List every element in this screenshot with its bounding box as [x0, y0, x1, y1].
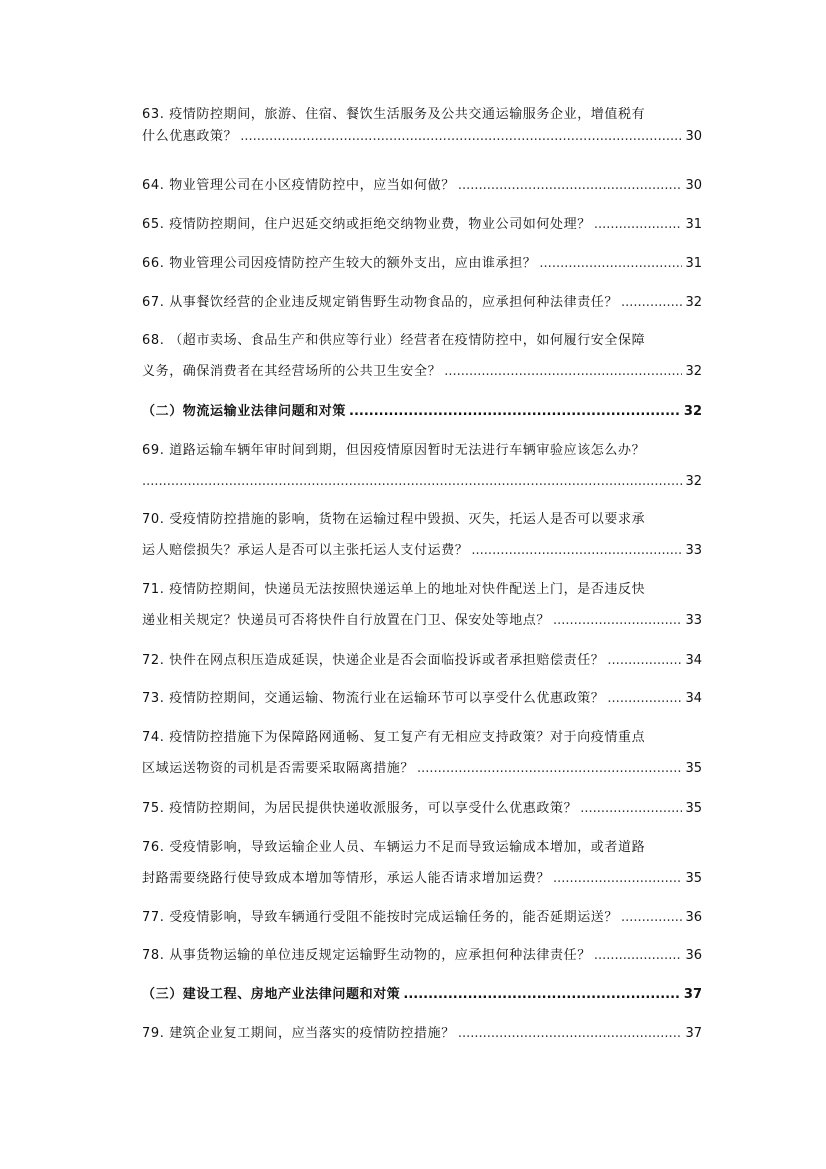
- dot-leader: [458, 175, 683, 197]
- toc-entry-leader-line: [142, 126, 702, 148]
- toc-entry-leader-line: [142, 361, 702, 383]
- toc-entry-leader-line: [142, 214, 702, 236]
- toc-entry-67[interactable]: [142, 292, 702, 314]
- toc-entry-leader-line: [142, 1023, 702, 1045]
- dot-leader: [417, 758, 682, 780]
- dot-leader: [539, 253, 682, 275]
- page-number: 32: [683, 404, 702, 419]
- page-number: 32: [685, 474, 702, 489]
- toc-entry-65[interactable]: [142, 214, 702, 236]
- page-number: 30: [685, 129, 702, 144]
- dot-leader: [240, 126, 682, 148]
- page-number: 37: [685, 1026, 702, 1041]
- toc-entry-leader-line: [142, 175, 702, 197]
- toc-section-title: （二）物流运输业法律问题和对策: [142, 404, 347, 419]
- toc-entry-leader-line: [142, 471, 702, 493]
- toc-entry-75[interactable]: [142, 798, 702, 820]
- toc-entry-text: 义务，确保消费者在其经营场所的公共卫生安全？: [142, 364, 442, 379]
- toc-entry-79[interactable]: [142, 1023, 702, 1045]
- page-number: 31: [685, 217, 702, 232]
- toc-entry-text: 78. 从事货物运输的单位违反规定运输野生动物的，应承担何种法律责任？: [142, 948, 591, 963]
- toc-entry-text: 递业相关规定？快递员可否将快件自行放置在门卫、保安处等地点？: [142, 613, 551, 628]
- toc-entry-text: 70. 受疫情防控措施的影响，货物在运输过程中毁损、灭失，托运人是否可以要求承: [142, 512, 646, 527]
- toc-entry-69[interactable]: [142, 440, 702, 493]
- dot-leader: [580, 798, 682, 820]
- page-number: 34: [685, 653, 702, 668]
- toc-entry-text: 74. 疫情防控措施下为保障路网通畅、复工复产有无相应支持政策？对于向疫情重点: [142, 730, 646, 745]
- toc-entry-71[interactable]: [142, 579, 702, 632]
- toc-entry-text: 77. 受疫情影响，导致车辆通行受阻不能按时完成运输任务的，能否延期运送？: [142, 910, 619, 925]
- page-number: 31: [685, 256, 702, 271]
- page-number: 32: [685, 295, 702, 310]
- toc-entry-text: 72. 快件在网点积压造成延误，快递企业是否会面临投诉或者承担赔偿责任？: [142, 653, 605, 668]
- toc-entry-76[interactable]: [142, 837, 702, 890]
- toc-entry-73[interactable]: [142, 688, 702, 710]
- page-number: 30: [685, 178, 702, 193]
- dot-leader: [621, 292, 682, 314]
- toc-entry-leader-line: [142, 610, 702, 632]
- toc-entry-text: 65. 疫情防控期间，住户迟延交纳或拒绝交纳物业费，物业公司如何处理？: [142, 217, 591, 232]
- page-number: 35: [685, 801, 702, 816]
- toc-entry-72[interactable]: [142, 650, 702, 672]
- toc-entry-77[interactable]: [142, 907, 702, 929]
- page-number: 36: [685, 910, 702, 925]
- toc-entry-leader-line: [142, 650, 702, 672]
- dot-leader: [594, 214, 683, 236]
- dot-leader: [607, 650, 682, 672]
- page-number: 33: [685, 543, 702, 558]
- toc-entry-text: 63. 疫情防控期间，旅游、住宿、餐饮生活服务及公共交通运输服务企业，增值税有: [142, 107, 646, 122]
- toc-entry-text: 运人赔偿损失？承运人是否可以主张托运人支付运费？: [142, 543, 469, 558]
- dot-leader: [553, 610, 682, 632]
- toc-entry-64[interactable]: [142, 175, 702, 197]
- toc-entry-66[interactable]: [142, 253, 702, 275]
- dot-leader: [471, 540, 682, 562]
- toc-entry-text: 66. 物业管理公司因疫情防控产生较大的额外支出，应由谁承担？: [142, 256, 537, 271]
- page-number: 35: [685, 761, 702, 776]
- toc-entry-text: 71. 疫情防控期间，快递员无法按照快递运单上的地址对快件配送上门，是否违反快: [142, 582, 646, 597]
- dot-leader: [594, 945, 683, 967]
- toc-entry-text: 64. 物业管理公司在小区疫情防控中，应当如何做？: [142, 178, 455, 193]
- dot-leader: [349, 401, 681, 423]
- toc-entry-leader-line: [142, 688, 702, 710]
- toc-entry-leader-line: [142, 540, 702, 562]
- toc-entry-text: 76. 受疫情影响，导致运输企业人员、车辆运力不足而导致运输成本增加，或者道路: [142, 840, 646, 855]
- toc-entry-text: 什么优惠政策？: [142, 129, 238, 144]
- dot-leader: [444, 361, 682, 383]
- toc-entry-leader-line: [142, 868, 702, 890]
- toc-entry-text: 封路需要绕路行使导致成本增加等情形，承运人能否请求增加运费？: [142, 871, 551, 886]
- toc-entry-leader-line: [142, 758, 702, 780]
- toc-section-construction[interactable]: [142, 984, 702, 1006]
- toc-section-logistics[interactable]: [142, 401, 702, 423]
- toc-entry-68[interactable]: [142, 330, 702, 383]
- toc-entry-text: 67. 从事餐饮经营的企业违反规定销售野生动物食品的，应承担何种法律责任？: [142, 295, 619, 310]
- toc-entry-leader-line: [142, 945, 702, 967]
- toc-entry-text: 69. 道路运输车辆年审时间到期，但因疫情原因暂时无法进行车辆审验应该怎么办？: [142, 443, 646, 458]
- dot-leader: [607, 688, 682, 710]
- toc-section-leader-line: [142, 401, 702, 423]
- page-number: 35: [685, 871, 702, 886]
- toc-entry-text: 75. 疫情防控期间，为居民提供快递收派服务，可以享受什么优惠政策？: [142, 801, 578, 816]
- toc-section-title: （三）建设工程、房地产业法律问题和对策: [142, 987, 401, 1002]
- dot-leader: [403, 984, 681, 1006]
- page-number: 34: [685, 691, 702, 706]
- toc-entry-leader-line: [142, 798, 702, 820]
- toc-entry-63[interactable]: [142, 104, 702, 148]
- toc-entry-70[interactable]: [142, 509, 702, 562]
- dot-leader: [142, 471, 682, 493]
- page-number: 32: [685, 364, 702, 379]
- toc-entry-text: 79. 建筑企业复工期间，应当落实的疫情防控措施？: [142, 1026, 455, 1041]
- dot-leader: [621, 907, 682, 929]
- toc-entry-74[interactable]: [142, 727, 702, 780]
- toc-entry-78[interactable]: [142, 945, 702, 967]
- page-number: 37: [683, 987, 702, 1002]
- toc-entry-leader-line: [142, 253, 702, 275]
- toc-entry-text: 68. （超市卖场、食品生产和供应等行业）经营者在疫情防控中，如何履行安全保障: [142, 333, 646, 348]
- page-number: 36: [685, 948, 702, 963]
- toc-entry-text: 73. 疫情防控期间，交通运输、物流行业在运输环节可以享受什么优惠政策？: [142, 691, 605, 706]
- page-number: 33: [685, 613, 702, 628]
- toc-section-leader-line: [142, 984, 702, 1006]
- toc-entry-text: 区域运送物资的司机是否需要采取隔离措施？: [142, 761, 415, 776]
- dot-leader: [553, 868, 682, 890]
- toc-entry-leader-line: [142, 292, 702, 314]
- toc-entry-leader-line: [142, 907, 702, 929]
- dot-leader: [458, 1023, 683, 1045]
